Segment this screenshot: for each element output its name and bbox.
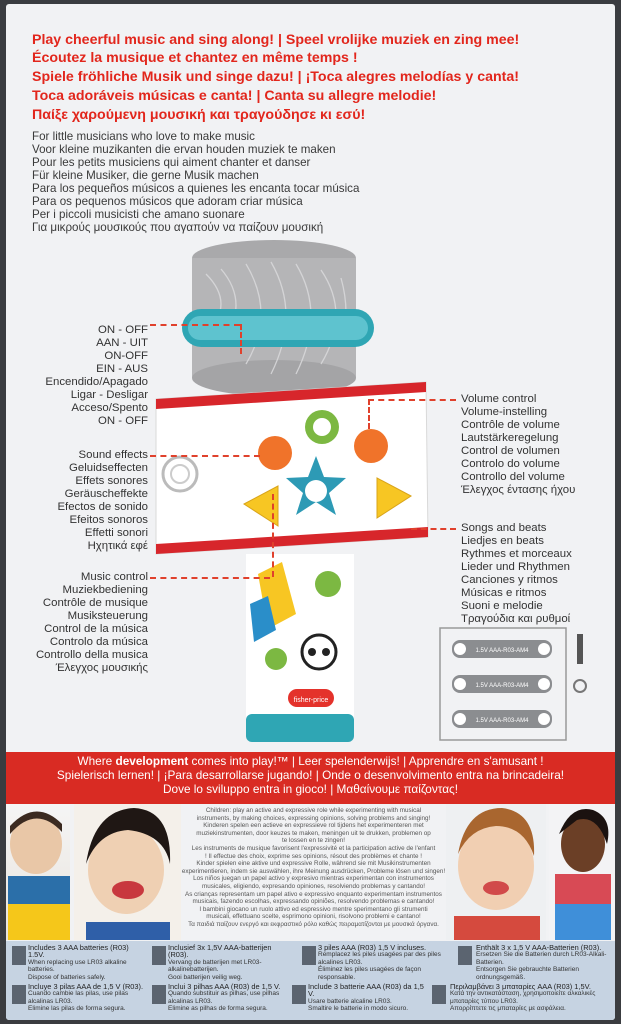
subtitle-3: Pour les petits musiciens qui aiment chanter et danser [32,156,311,169]
label-volume-3: Lautstärkeregelung [461,432,559,444]
label-onoff-3: EIN - AUS [96,363,148,375]
warning-es-1: Cuando cambie las pilas, use pilas alcalinas LR03. [28,990,129,1005]
warning-el-2: Απορρίπτετε τις μπαταρίες με ασφάλεια. [450,1005,566,1013]
label-music-2: Contrôle de musique [42,597,148,609]
label-songs-1: Liedjes en beats [461,535,544,547]
warning-pt [168,983,286,1013]
label-onoff-0: ON - OFF [98,324,148,336]
label-onoff-4: Encendido/Apagado [45,376,148,388]
label-sound-5: Efeitos sonoros [69,514,148,526]
battery-label-3: 1.5V AAA-R03-AM4 [475,718,529,724]
battery-icon [12,946,26,965]
warning-el-title: Περιλαμβάνει 3 μπαταρίες AAA (R03) 1,5V. [450,982,591,991]
label-music-5: Controlo da música [49,636,148,648]
warning-en-title: Includes 3 AAA batteries (R03) 1.5V. [28,943,129,960]
label-songs-0: Songs and beats [461,522,547,534]
development-banner [6,752,615,804]
headline-1: Play cheerful music and sing along! | Speel vrolijke muziek en zing mee! [32,32,520,48]
label-songs-5: Músicas e ritmos [461,587,547,599]
warning-de [476,944,612,981]
battery-warnings [6,941,615,1020]
development-description [181,807,446,929]
warning-nl-1: Vervang de batterijen met LR03-alkalinebatterijen. [168,958,262,974]
subtitle-8: Για μικρούς μουσικούς που αγαπούν να παίζουν μουσική [32,221,324,234]
leader-volume [368,399,456,401]
subtitle-7: Per i piccoli musicisti che amano suonare [32,208,245,221]
label-songs-2: Rythmes et morceaux [461,548,572,560]
desc-line: Les instruments de musique favorisent l'expressivité et la participation active de l'enfant [191,844,436,852]
label-onoff-6: Acceso/Spento [71,402,148,414]
label-songs-7: Τραγούδια και ρυθμοί [461,613,571,625]
photo-child-4 [549,804,615,940]
warning-fr-1: Remplacez les piles usagées par des piles alcalines LR03. [318,951,441,966]
label-music-3: Musiksteuerung [67,610,148,622]
subtitle-1: For little musicians who love to make music [32,130,255,143]
label-onoff-5: Ligar - Desligar [70,389,148,401]
warning-es-2: Elimine las pilas de forma segura. [28,1005,126,1013]
warning-pt-title: Inclui 3 pilhas AAA (R03) de 1,5 V. [168,982,281,991]
warning-en-1: When replacing use LR03 alkaline batteries. [28,958,127,974]
dev-line-2: Spielerisch lernen! | ¡Para desarrollarse jugando! | Onde o desenvolvimento entra na brincadeira! [56,768,565,782]
subtitle-6: Para os pequenos músicos que adoram criar música [32,195,303,208]
battery-icon [152,946,166,965]
desc-line: Children: play an active and expressive role while experimenting with musical [205,807,422,814]
label-volume-5: Controlo do volume [461,458,560,470]
warning-nl-2: Gooi batterijen veilig weg. [168,973,243,981]
battery-icon [152,985,166,1004]
battery-diagram [438,626,598,742]
desc-line: As crianças representam um papel ativo e expressivo enquanto experimentam instrumentos [185,890,442,898]
battery-icon [302,946,316,965]
headline-3: Spiele fröhliche Musik und singe dazu! | ¡Toca alegres melodías y canta! [32,69,519,85]
subtitle-5: Para los pequeños músicos a quienes les encanta tocar música [32,182,360,195]
dev-line-1b: development [115,754,189,768]
warning-it [308,983,426,1013]
leader-volume-vert [368,399,370,429]
battery-label-1: 1.5V AAA-R03-AM4 [475,648,529,654]
warning-fr [318,944,448,981]
photo-child-1 [6,804,70,940]
leader-songs [411,528,456,530]
desc-line: instruments, by making choices, expressing opinions, solving problems and singing! [196,814,431,822]
label-sound-4: Efectos de sonido [57,501,148,513]
label-music-7: Έλεγχος μουσικής [55,662,148,674]
warning-el [450,983,610,1013]
battery-icon [12,985,26,1004]
warning-nl [168,944,286,981]
subtitle-4: Für kleine Musiker, die gerne Musik machen [32,169,259,182]
label-volume-1: Volume-instelling [461,406,548,418]
warning-el-1: Κατά την αντικατάσταση, χρησιμοποιείτε αλκαλικές μπαταρίες τύπου LR03. [450,990,596,1005]
desc-line: Kinderen spelen een actieve en expressieve rol tijdens het experimenteren met [203,822,424,830]
warning-de-1: Ersetzen Sie die Batterien durch LR03-Alkali-Batterien. [476,951,607,966]
battery-icon [458,946,472,965]
label-volume-0: Volume control [461,393,537,405]
label-volume-4: Control de volumen [461,445,560,457]
warning-de-title: Enthält 3 x 1,5 V AAA-Batterien (R03). [476,943,602,952]
label-sound-2: Effets sonores [75,475,148,487]
desc-line: Los niños juegan un papel activo y expresivo mientras experimentan con instrumentos [193,875,434,883]
headline-5: Παίξε χαρούμενη μουσική και τραγούδησε κι εσύ! [32,107,366,123]
label-volume-7: Έλεγχος έντασης ήχου [461,484,576,496]
label-songs-3: Lieder und Rhythmen [461,561,570,573]
headline-2: Écoutez la musique et chantez en même temps ! [32,50,358,66]
photo-child-3 [446,804,546,940]
desc-line: muziekinstrumenten, door keuzes te maken, meningen uit te drukken, problemen op [196,829,431,837]
leader-onoff-vert [240,324,242,354]
leader-sound [150,455,260,457]
label-volume-2: Contrôle de volume [461,419,560,431]
dev-line-1a: Where [77,754,116,768]
label-sound-6: Effetti sonori [84,527,148,539]
headline-4: Toca adoráveis músicas e canta! | Canta su allegre melodie! [32,88,437,104]
toy-box [6,4,615,1020]
battery-icon [292,985,306,1004]
warning-it-title: Include 3 batterie AAA (R03) da 1,5 V. [308,982,424,999]
desc-line: ! Il effectue des choix, exprime ses opinions, résout des problèmes et chante ! [205,852,422,860]
warning-fr-title: 3 piles AAA (R03) 1,5 V incluses. [318,943,427,952]
desc-line: experimentieren, indem sie auswählen, ihre Meinung ausdrücken, Probleme lösen und singen! [181,867,446,875]
label-sound-7: Ηχητικά εφέ [87,540,148,552]
warning-es-title: Incluye 3 pilas AAA de 1,5 V (R03). [28,982,144,991]
label-onoff-1: AAN - UIT [96,337,148,349]
label-sound-1: Geluidseffecten [69,462,148,474]
label-music-6: Controllo della musica [35,649,148,661]
warning-it-2: Smaltire le batterie in modo sicuro. [308,1005,409,1013]
subtitle-2: Voor kleine muzikanten die ervan houden muziek te maken [32,143,336,156]
label-songs-4: Canciones y ritmos [461,574,558,586]
leader-music [150,577,270,579]
leader-onoff [150,324,240,326]
photo-child-2 [74,804,181,940]
label-music-1: Muziekbediening [62,584,148,596]
label-music-0: Music control [80,571,148,583]
warning-fr-2: Éliminez les piles usagées de façon responsable. [318,966,421,981]
warning-en [28,944,146,981]
leader-music-vert [272,494,274,577]
warning-es [28,983,146,1013]
warning-pt-2: Elimine as pilhas de forma segura. [168,1005,268,1013]
desc-line: musicali, effettuano scelte, esprimono opinioni, risolvono problemi e cantano! [206,913,421,921]
label-onoff-2: ON-OFF [104,350,148,362]
label-sound-3: Geräuscheffekte [64,488,148,500]
dev-line-1c: comes into play!™ | Leer spelenderwijs! | Apprendre en s'amusant ! [188,754,544,768]
warning-pt-1: Quando substituir as pilhas, use pilhas alcalinas LR03. [168,990,280,1005]
desc-line: Τα παιδιά παίζουν ενεργό και εκφραστικό ρόλο καθώς πειραματίζονται με μουσικά όργανα. [188,920,439,928]
dev-line-3: Dove lo sviluppo entra in gioco! | Μαθαίνουμε παίζοντας! [162,782,458,796]
desc-line: te lossen en te zingen! [281,837,345,845]
battery-label-2: 1.5V AAA-R03-AM4 [475,683,529,689]
warning-nl-title: Inclusief 3x 1,5V AAA-batterijen (R03). [168,943,272,960]
brand-logo: fisher-price [293,697,329,704]
battery-icon [432,985,446,1004]
label-songs-6: Suoni e melodie [461,600,543,612]
warning-en-2: Dispose of batteries safely. [28,973,106,981]
desc-line: musicais, fazendo escolhas, expressando opiniões, resolvendo problemas e cantando! [192,898,435,906]
warning-de-2: Entsorgen Sie gebrauchte Batterien ordnungsgemäß. [476,966,579,981]
desc-line: I bambini giocano un ruolo attivo ed espressivo mentre sperimentano gli strumenti [199,905,428,913]
desc-line: musicales, eligiendo, expresando opiniones, resolviendo problemas y cantando! [202,882,425,890]
label-volume-6: Controllo del volume [461,471,565,483]
desc-line: Kinder spielen eine aktive und expressive Rolle, während sie mit Musikinstrumenten [196,860,431,868]
label-music-4: Control de la música [44,623,148,635]
label-onoff-7: ON - OFF [98,415,148,427]
label-sound-0: Sound effects [78,449,148,461]
warning-it-1: Usare batterie alcaline LR03. [308,997,392,1005]
